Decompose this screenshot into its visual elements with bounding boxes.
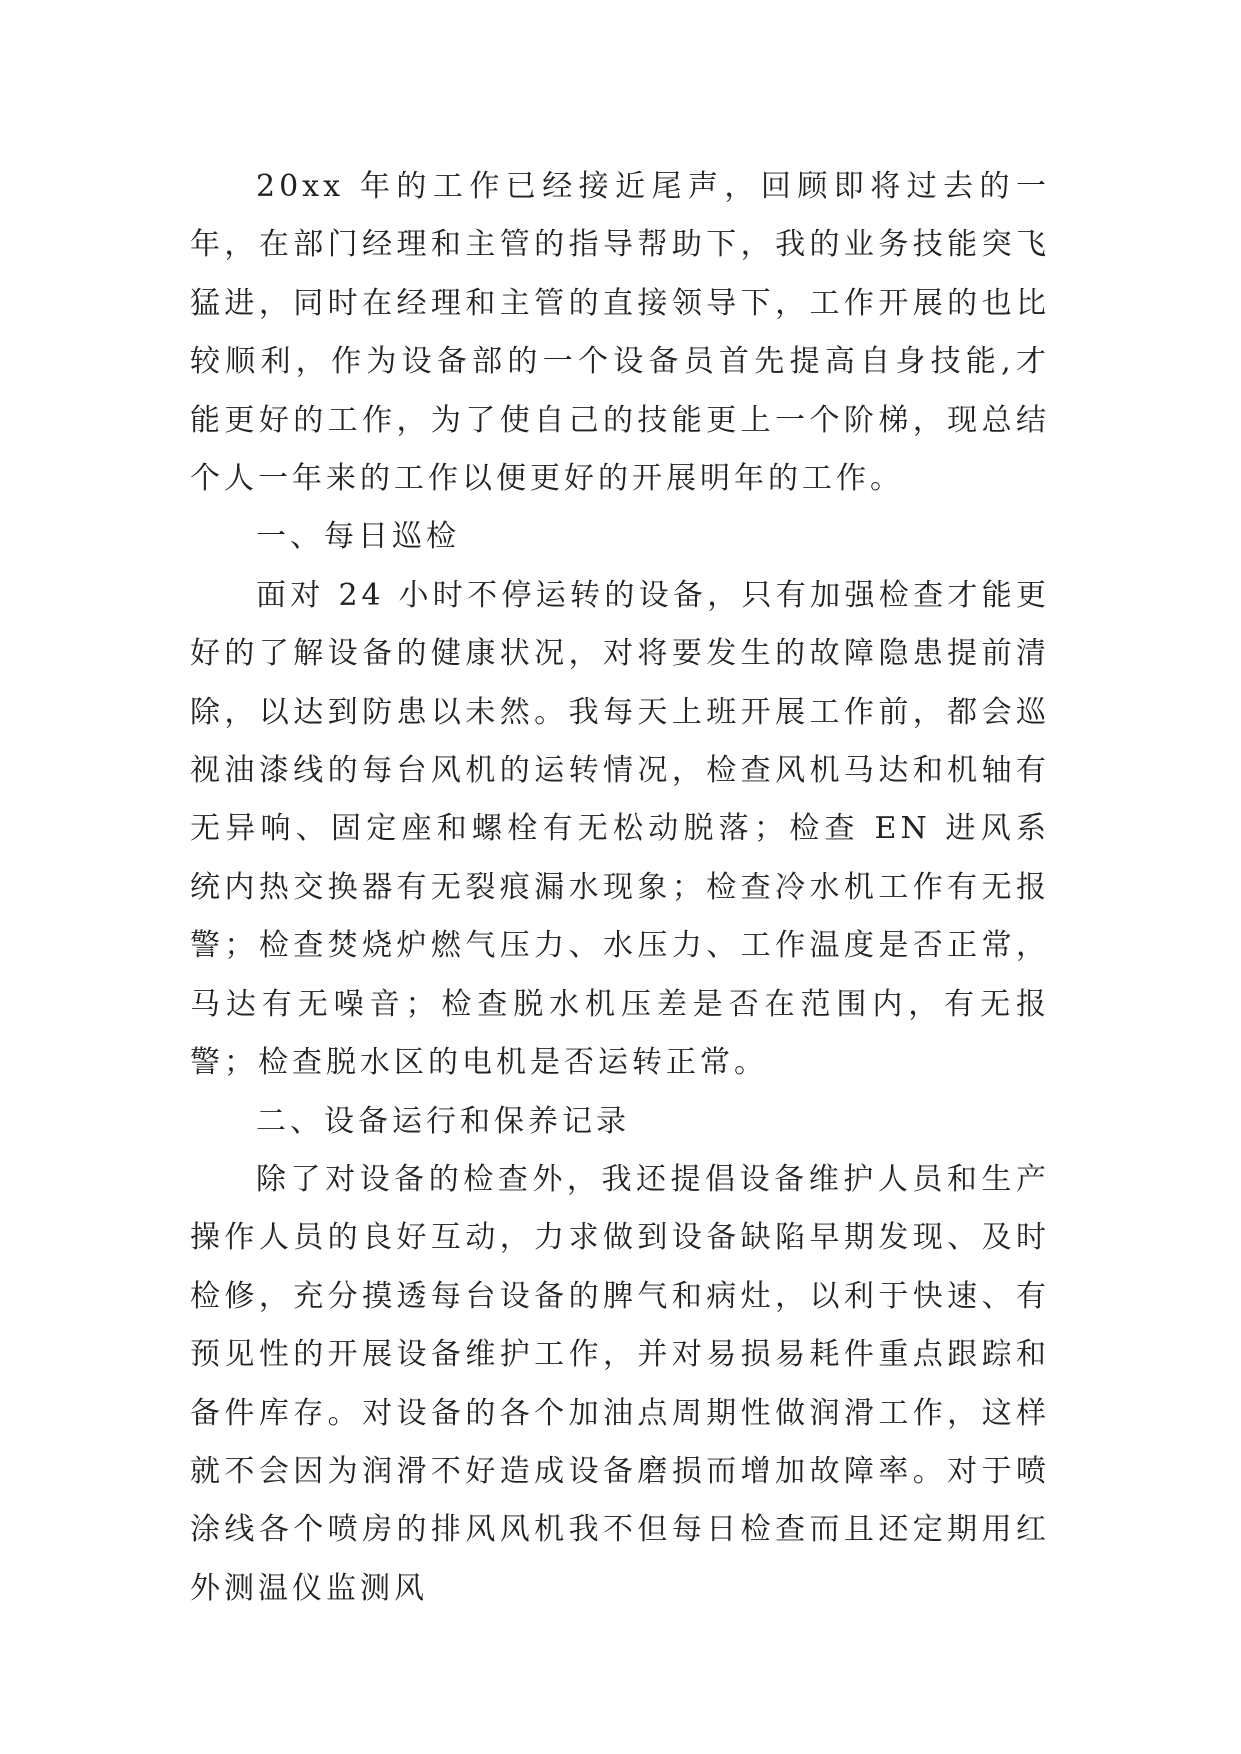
document-body [190,158,1050,1618]
section-heading-daily-inspection: 一、每日巡检 [256,519,460,555]
operation-records-paragraph: 除了对设备的检查外，我还提倡设备维护人员和生产操作人员的良好互动，力求做到设备缺陷早期发现、及时检修，充分摸透每台设备的脾气和病灶，以利于快速、有预见性的开展设备维护工作，并对易损易耗件重点跟踪和备件库存。对设备的各个加油点周期性做润滑工作，这样就不会因为润滑不好造成设备磨损而增加故障率。对于喷涂线各个喷房的排风风机我不但每日检查而且还定期用红外测温仪监测风 [190,1161,1050,1606]
daily-inspection-paragraph: 面对 24 小时不停运转的设备，只有加强检查才能更好的了解设备的健康状况，对将要发生的故障隐患提前清除，以达到防患以未然。我每天上班开展工作前，都会巡视油漆线的每台风机的运转情况，检查风机马达和机轴有无异响、固定座和螺栓有无松动脱落；检查 EN 进风系统内热交换器有无裂痕漏水现象；检查冷水机工作有无报警；检查焚烧炉燃气压力、水压力、工作温度是否正常，马达有无噪音；检查脱水机压差是否在范围内，有无报警；检查脱水区的电机是否运转正常。 [190,577,1050,1081]
intro-paragraph: 20xx 年的工作已经接近尾声，回顾即将过去的一年，在部门经理和主管的指导帮助下，我的业务技能突飞猛进，同时在经理和主管的直接领导下，工作开展的也比较顺利，作为设备部的一个设备员首先提高自身技能,才能更好的工作，为了使自己的技能更上一个阶梯，现总结个人一年来的工作以便更好的开展明年的工作。 [190,169,1050,497]
section-heading-operation-records: 二、设备运行和保养记录 [256,1103,630,1139]
